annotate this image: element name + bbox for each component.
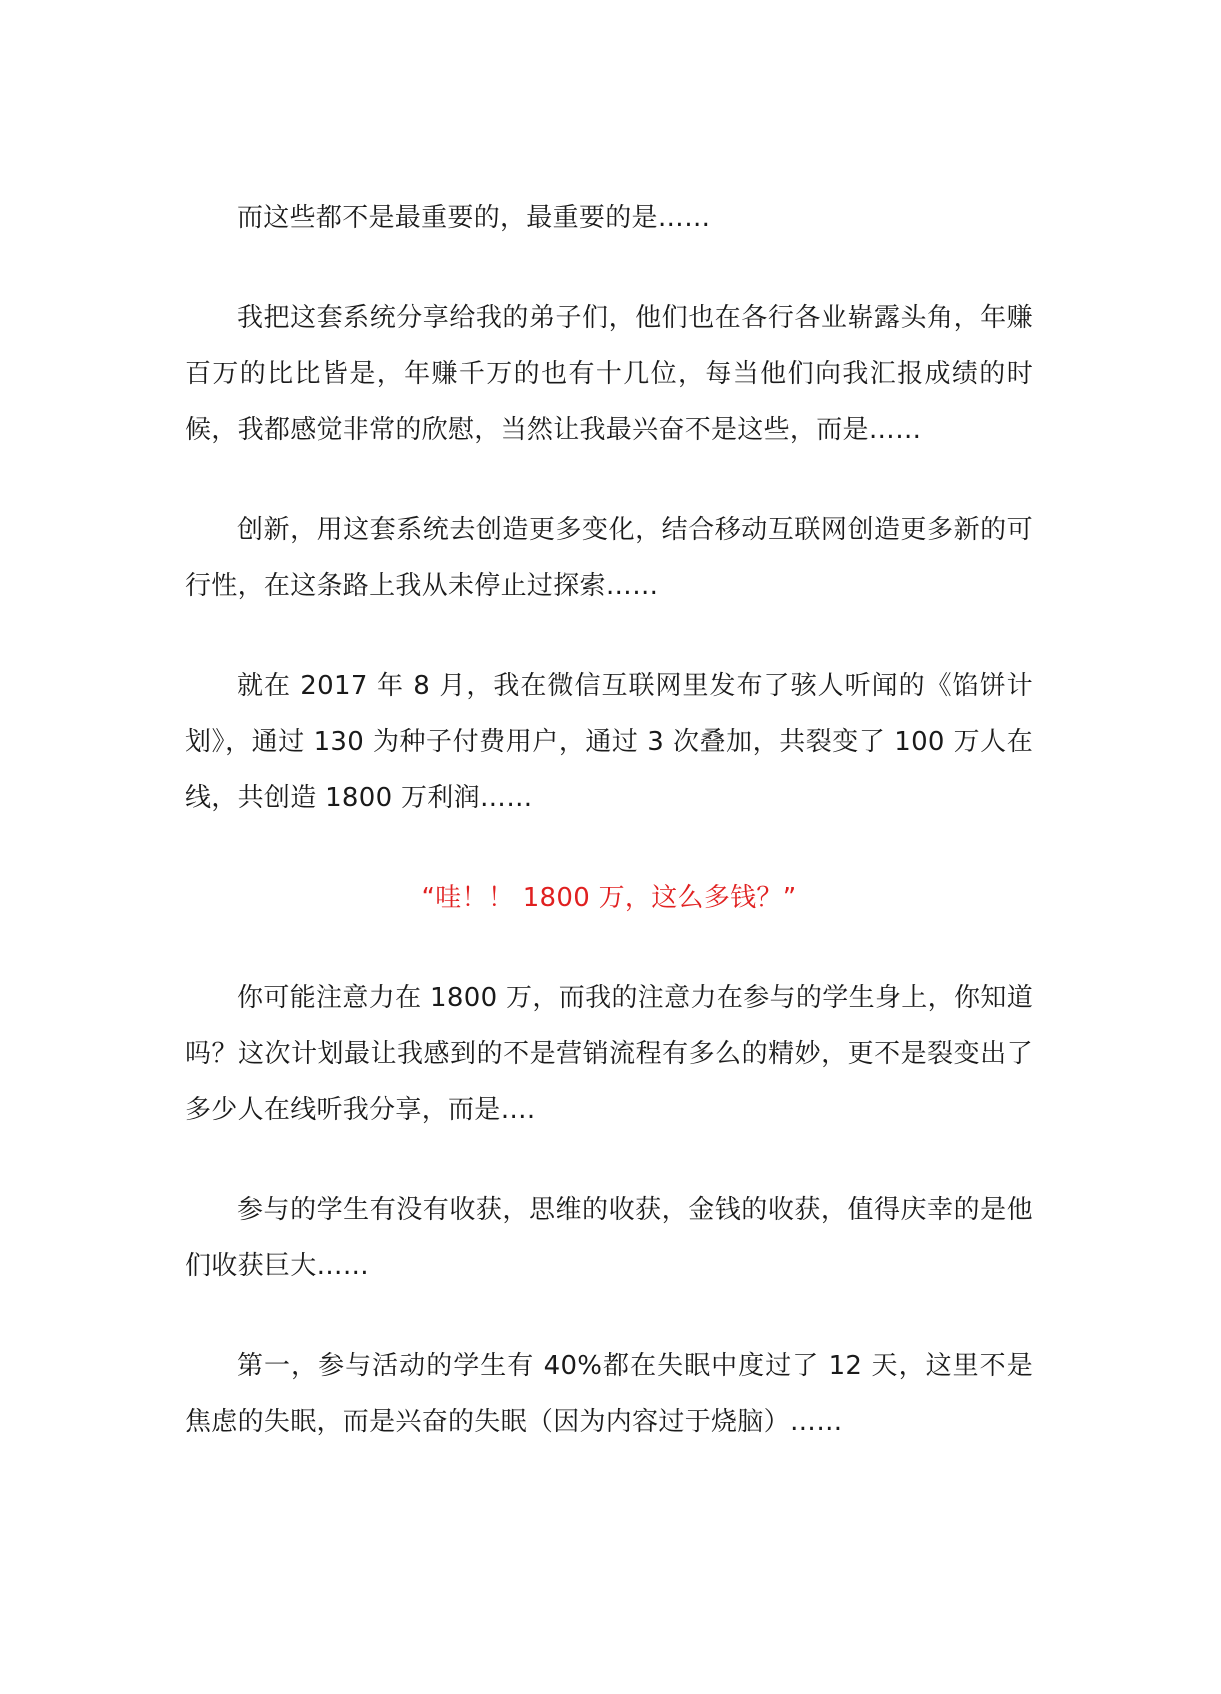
paragraph-5: 你可能注意力在 1800 万，而我的注意力在参与的学生身上，你知道吗？这次计划最让我感到的不是营销流程有多么的精妙，更不是裂变出了多少人在线听我分享，而是…. [185, 983, 1033, 1125]
paragraph-3: 创新，用这套系统去创造更多变化，结合移动互联网创造更多新的可行性，在这条路上我从未停止过探索…… [185, 515, 1033, 601]
paragraph-2: 我把这套系统分享给我的弟子们，他们也在各行各业崭露头角，年赚百万的比比皆是，年赚千万的也有十几位，每当他们向我汇报成绩的时候，我都感觉非常的欣慰，当然让我最兴奋不是这些，而是…… [185, 303, 1033, 445]
paragraph-1: 而这些都不是最重要的，最重要的是…… [237, 203, 711, 233]
paragraph-4: 就在 2017 年 8 月，我在微信互联网里发布了骇人听闻的《馅饼计划》，通过 130 为种子付费用户，通过 3 次叠加，共裂变了 100 万人在线，共创造 1800 万利润…… [185, 671, 1033, 813]
highlight-quote: “哇！！ 1800 万，这么多钱？” [421, 883, 797, 913]
paragraph-7: 第一，参与活动的学生有 40%都在失眠中度过了 12 天，这里不是焦虑的失眠，而是兴奋的失眠（因为内容过于烧脑）…… [185, 1351, 1033, 1437]
paragraph-6: 参与的学生有没有收获，思维的收获，金钱的收获，值得庆幸的是他们收获巨大…… [185, 1195, 1033, 1281]
document-body [185, 190, 1033, 1450]
